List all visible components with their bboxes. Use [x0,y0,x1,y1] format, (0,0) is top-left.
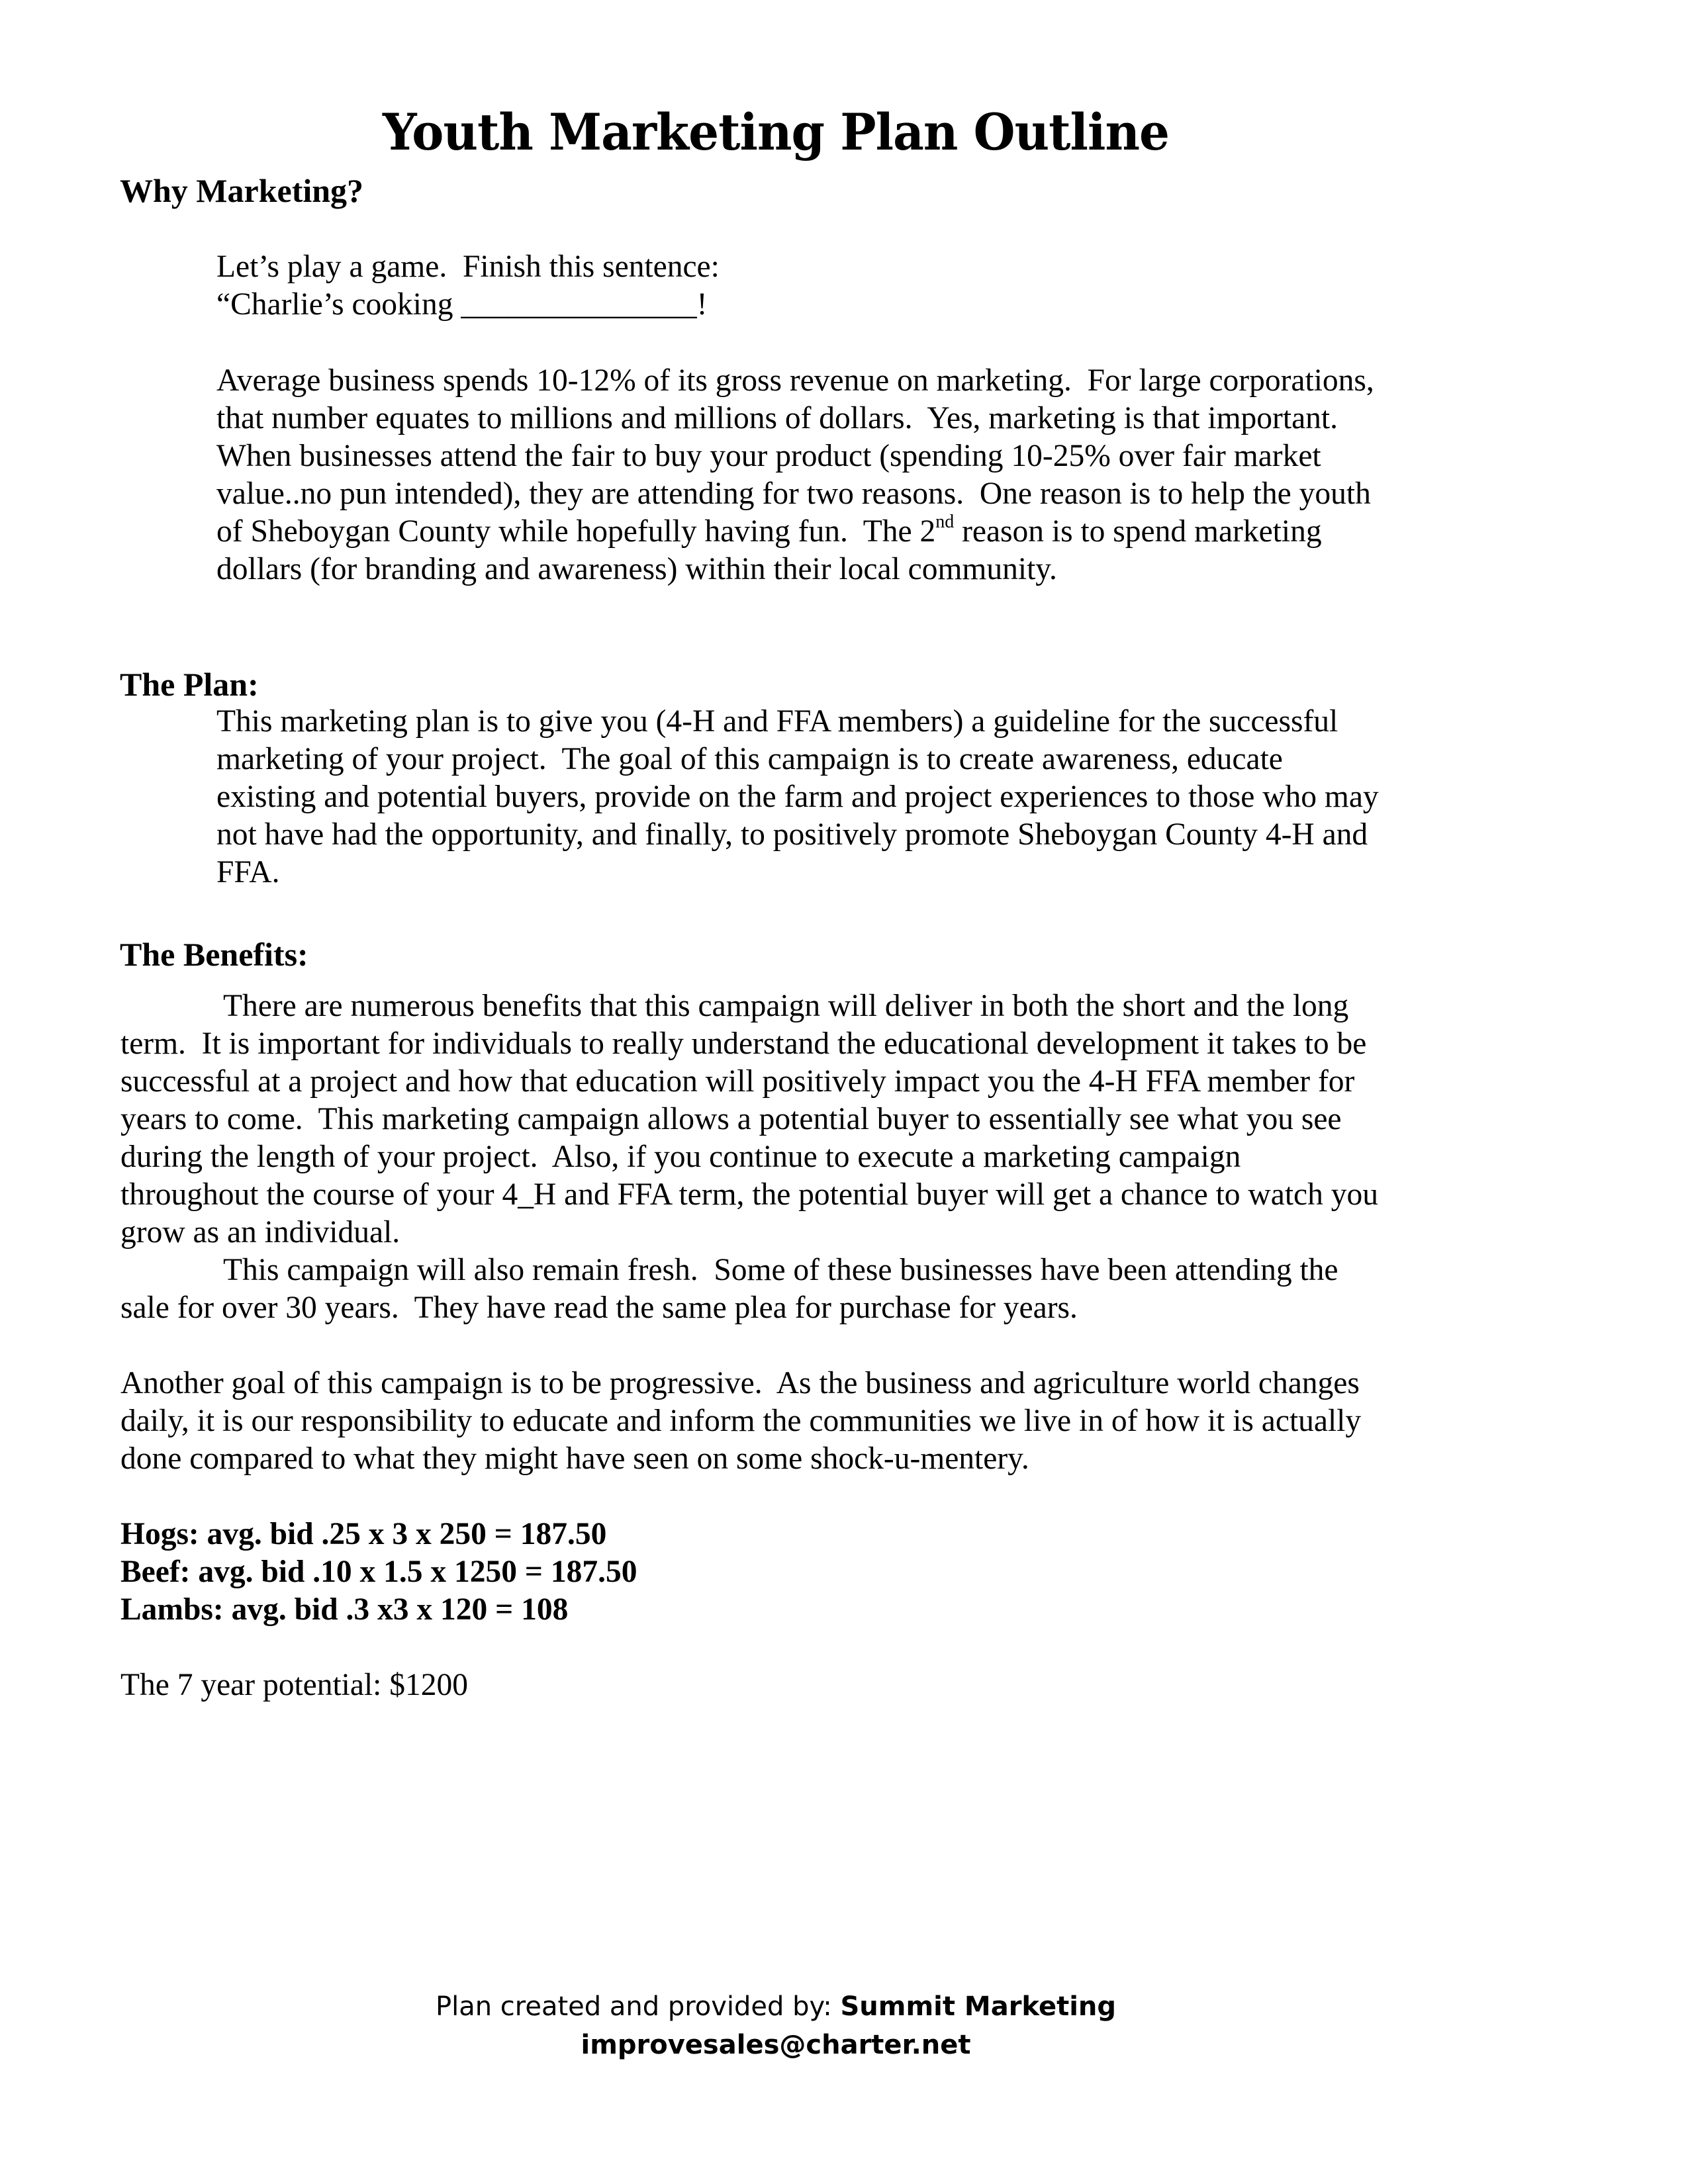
bid-line-hogs: Hogs: avg. bid .25 x 3 x 250 = 187.50 [120,1517,607,1551]
paragraph-line: This campaign will also remain fresh. Some of these businesses have been attending the [223,1253,1338,1287]
section-heading-the-benefits: The Benefits: [120,936,308,973]
paragraph-line-head: of Sheboygan County while hopefully having fun. The 2 [216,514,936,549]
paragraph-line: term. It is important for individuals to really understand the educational development it takes to be [120,1026,1367,1061]
footer-company: Summit Marketing [840,1991,1117,2022]
section-heading-the-plan: The Plan: [120,666,259,703]
paragraph-line: during the length of your project. Also, if you continue to execute a marketing campaign [120,1140,1241,1174]
game-prompt-line: Let’s play a game. Finish this sentence: [216,250,720,284]
paragraph-line: existing and potential buyers, provide on the farm and project experiences to those who may [216,780,1379,814]
paragraph-line: Another goal of this campaign is to be progressive. As the business and agriculture world changes [120,1366,1360,1400]
paragraph-line [216,513,1322,551]
bid-line-lambs: Lambs: avg. bid .3 x3 x 120 = 108 [120,1592,569,1627]
paragraph-line: dollars (for branding and awareness) within their local community. [216,552,1057,586]
paragraph-line: value..no pun intended), they are attending for two reasons. One reason is to help the youth [216,477,1371,511]
paragraph-line: This marketing plan is to give you (4-H and FFA members) a guideline for the successful [216,704,1338,739]
bid-line-beef: Beef: avg. bid .10 x 1.5 x 1250 = 187.50 [120,1555,637,1589]
page-title: Youth Marketing Plan Outline [382,103,1170,161]
paragraph-line: marketing of your project. The goal of this campaign is to create awareness, educate [216,742,1283,776]
footer-credit-label: Plan created and provided by: [435,1991,841,2022]
seven-year-potential: The 7 year potential: $1200 [120,1668,468,1702]
footer-email[interactable]: improvesales@charter.net [581,2030,971,2060]
paragraph-line: When businesses attend the fair to buy your product (spending 10-25% over fair market [216,439,1321,473]
paragraph-line-tail: reason is to spend marketing [954,514,1322,549]
paragraph-line: sale for over 30 years. They have read the same plea for purchase for years. [120,1291,1078,1325]
paragraph-line: years to come. This marketing campaign allows a potential buyer to essentially see what you see [120,1102,1342,1136]
paragraph-line: daily, it is our responsibility to educate and inform the communities we live in of how it is actually [120,1404,1362,1438]
paragraph-line: not have had the opportunity, and finally, to positively promote Sheboygan County 4-H and [216,817,1368,852]
paragraph-line: successful at a project and how that education will positively impact you the 4-H FFA member for [120,1064,1355,1099]
paragraph-line: done compared to what they might have seen on some shock-u-mentery. [120,1441,1029,1476]
paragraph-line: There are numerous benefits that this campaign will deliver in both the short and the long [223,989,1349,1023]
paragraph-line: throughout the course of your 4_H and FFA term, the potential buyer will get a chance to watch you [120,1177,1378,1212]
paragraph-line: grow as an individual. [120,1215,400,1250]
paragraph-line: Average business spends 10-12% of its gross revenue on marketing. For large corporations, [216,363,1374,398]
ordinal-superscript: nd [935,512,955,533]
paragraph-line: that number equates to millions and millions of dollars. Yes, marketing is that important. [216,401,1338,435]
footer-credit [0,1987,1552,2026]
paragraph-line: FFA. [216,855,280,889]
section-heading-why-marketing: Why Marketing? [120,172,364,209]
game-sentence-line: “Charlie’s cooking _______________! [216,287,708,322]
